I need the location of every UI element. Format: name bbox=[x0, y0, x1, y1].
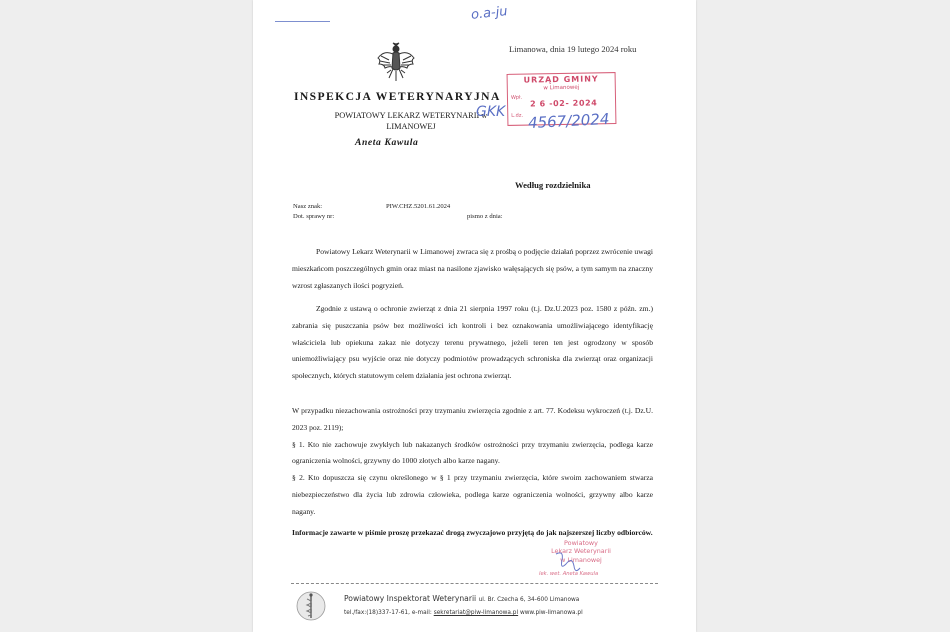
letter-date-label: pismo z dnia: bbox=[467, 213, 503, 220]
footer-email-label: e-mail: bbox=[411, 610, 432, 616]
paragraph-3-intro: W przypadku niezachowania ostrożności przy trzymaniu zwierzęcia zgodnie z art. 77. Kodeksu wykroczeń (t.j. Dz.U. 2023 poz. 2119); bbox=[292, 406, 653, 432]
stamp-subtitle: w Limanowej bbox=[543, 84, 580, 92]
signature-stamp-line-3: w Limanowej bbox=[560, 555, 602, 564]
footer-www[interactable]: www.piw-limanowa.pl bbox=[519, 610, 583, 616]
signature-stamp-line-2: Lekarz Weterynarii bbox=[551, 547, 611, 556]
addressee: Według rozdzielnika bbox=[515, 180, 591, 190]
case-number-label: Dot. sprawy nr: bbox=[293, 213, 335, 220]
organization-subtitle: POWIATOWY LEKARZ WETERYNARII w LIMANOWEJ bbox=[334, 111, 488, 131]
signature-name: lek. wet. Aneta Kawula bbox=[539, 571, 599, 577]
footer-line-1 bbox=[344, 594, 579, 603]
footer-address: ul. Br. Czecha 6, 34-600 Limanowa bbox=[478, 597, 580, 603]
eagle-emblem-icon bbox=[375, 40, 417, 84]
handwritten-gk: GKK bbox=[476, 104, 506, 120]
stamp-line-2: L.dz. bbox=[511, 112, 524, 119]
stamp-line-1: Wpł. bbox=[510, 94, 523, 101]
our-ref-value: PIW.CHZ.5201.61.2024 bbox=[386, 203, 451, 210]
closing-note: Informacje zawarte w piśmie proszę przekazać drogą zwyczajowo przyjętą do jak najszerszej liczby odbiorców. bbox=[292, 528, 653, 537]
paragraph-3-section-1: § 1. Kto nie zachowuje zwykłych lub nakazanych środków ostrożności przy trzymaniu zwierzęcia, podlega karze ograniczenia wolności, grzywny do 1000 złotych albo karze nagany. bbox=[292, 439, 653, 466]
our-ref-label: Nasz znak: bbox=[293, 203, 323, 210]
handwritten-line bbox=[275, 21, 330, 22]
footer-org: Powiatowy Inspektorat Weterynarii bbox=[344, 594, 477, 603]
paragraph-3-section-2: § 2. Kto dopuszcza się czynu określonego w § 1 przy trzymaniu zwierzęcia, które swoim zachowaniem stwarza niebezpieczeństwo dla życia lub zdrowia człowieka, podlega karze ograniczenia wolności, grzywny albo karze nagany. bbox=[292, 473, 653, 516]
footer-phone: tel./fax:(18)337-17-61, bbox=[344, 610, 410, 616]
paragraph-2: Zgodnie z ustawą o ochronie zwierząt z dnia 21 sierpnia 1997 roku (t.j. Dz.U.2023 poz. 1580 z późn. zm.) zabrania się puszczania psów bez możliwości ich kontroli i bez oznakowania umożliwiającego identyfikację właściciela lub opiekuna zakaz nie dotyczy terenu prywatnego, jeżeli teren ten jest ogrodzony w sposób uniemożliwiający psu wyjście oraz nie dotyczy podmiotów prowadzących schroniska dla zwierząt oraz organizacji społecznych, których statutowym celem działania jest ochrona zwierząt. bbox=[292, 304, 653, 381]
organization-name: INSPEKCJA WETERYNARYJNA bbox=[294, 90, 501, 103]
veterinary-logo-icon bbox=[294, 590, 328, 622]
handwritten-reg-number: 4567/2024 bbox=[527, 109, 610, 133]
stamp-date: 2 6 -02- 2024 bbox=[530, 98, 598, 109]
footer-line-2 bbox=[344, 610, 583, 616]
stamp-title: URZĄD GMINY bbox=[523, 74, 599, 85]
letter-page bbox=[253, 0, 696, 632]
footer-email-link[interactable]: sekretariat@piw-limanowa.pl bbox=[433, 610, 519, 616]
paragraph-1: Powiatowy Lekarz Weterynarii w Limanowej zwraca się z prośbą o podjęcie działań poprzez zwrócenie uwagi mieszkańcom poszczególnych gmin oraz miast na nasilone zjawisko wałęsających się psów, a tym samym na znaczny wzrost zgłaszanych ilości pogryzień. bbox=[292, 247, 653, 290]
official-name: Aneta Kawula bbox=[355, 137, 419, 148]
paragraph-3 bbox=[292, 403, 653, 521]
letter-date: Limanowa, dnia 19 lutego 2024 roku bbox=[509, 44, 637, 54]
footer-divider bbox=[291, 583, 658, 584]
handwritten-initials: o.a-ju bbox=[470, 4, 509, 23]
signature-stamp-line-1: Powiatowy bbox=[564, 539, 598, 547]
